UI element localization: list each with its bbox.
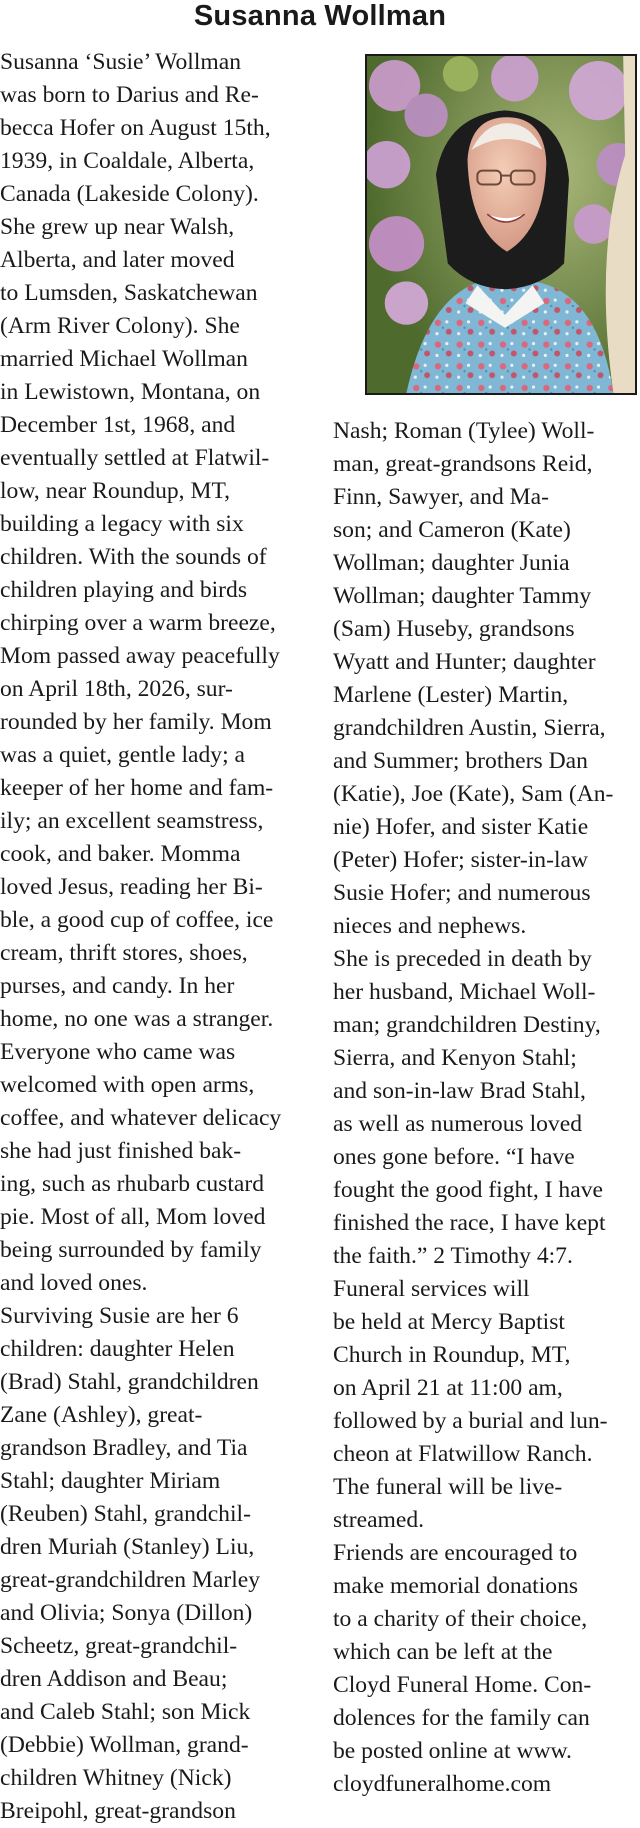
paragraph-preceded: She is preceded in death by her husband, Michael Woll- man; grandchildren Destiny, Sierra, and Kenyon Stahl; and son-in-law Brad Stahl, as well as numerous loved ones gone before. “I have fought the good fight, I have finished the race, I have kept the faith.” 2 Timothy 4:7.	[333, 946, 606, 1269]
left-column	[0, 46, 318, 1828]
portrait-photo	[365, 54, 637, 395]
paragraph-survivors: Surviving Susie are her 6 children: daughter Helen (Brad) Stahl, grandchildren Zane (Ashley), great- grandson Bradley, and Tia Stahl; daughter Miriam (Reuben) Stahl, grandchil- dren Muriah (Stanley) Liu, great-grandchildren Marley and Olivia; Sonya (Dillon) Scheetz, great-grandchil- dren Addison and Beau; and Caleb Stahl; son Mick (Debbie) Wollman, grand- children Whitney (Nick) Breipohl, great-grandson	[0, 1303, 261, 1824]
paragraph-biography: Susanna ‘Susie’ Wollman was born to Darius and Re- becca Hofer on August 15th, 1939, in Coaldale, Alberta, Canada (Lakeside Colony). She grew up near Walsh, Alberta, and later moved to Lumsden, Saskatchewan (Arm River Colony). She married Michael Wollman in Lewistown, Montana, on December 1st, 1968, and eventually settled at Flatwil- low, near Roundup, MT, building a legacy with six children. With the sounds of children playing and birds chirping over a warm breeze, Mom passed away peacefully on April 18th, 2026, sur- rounded by her family. Mom was a quiet, gentle lady; a keeper of her home and fam- ily; an excellent seamstress, cook, and baker. Momma loved Jesus, reading her Bi- ble, a good cup of coffee, ice cream, thrift stores, shoes, purses, and candy. In her home, no one was a stranger. Everyone who came was welcomed with open arms, coffee, and whatever delicacy she had just finished bak- ing, such as rhubarb custard pie. Most of all, Mom loved being surrounded by family and loved ones.	[0, 49, 282, 1296]
paragraph-memorial: Friends are encouraged to make memorial donations to a charity of their choice, which can be left at the Cloyd Funeral Home. Con- dolences for the family can be posted online at www. cloydfuneralhome.com	[333, 1540, 592, 1797]
obituary-title: Susanna Wollman	[193, 0, 447, 32]
paragraph-funeral: Funeral services will be held at Mercy Baptist Church in Roundup, MT, on April 21 at 11:00 am, followed by a burial and lun- cheon at Flatwillow Ranch. The funeral will be live- streamed.	[333, 1276, 608, 1533]
paragraph-survivors-continued: Nash; Roman (Tylee) Woll- man, great-grandsons Reid, Finn, Sawyer, and Ma- son; and Cameron (Kate) Wollman; daughter Junia Wollman; daughter Tammy (Sam) Huseby, grandsons Wyatt and Hunter; daughter Marlene (Lester) Martin, grandchildren Austin, Sierra, and Summer; brothers Dan (Katie), Joe (Kate), Sam (An- nie) Hofer, and sister Katie (Peter) Hofer; sister-in-law Susie Hofer; and numerous nieces and nephews.	[333, 418, 614, 939]
right-column	[333, 415, 640, 1801]
portrait-image	[367, 56, 635, 393]
